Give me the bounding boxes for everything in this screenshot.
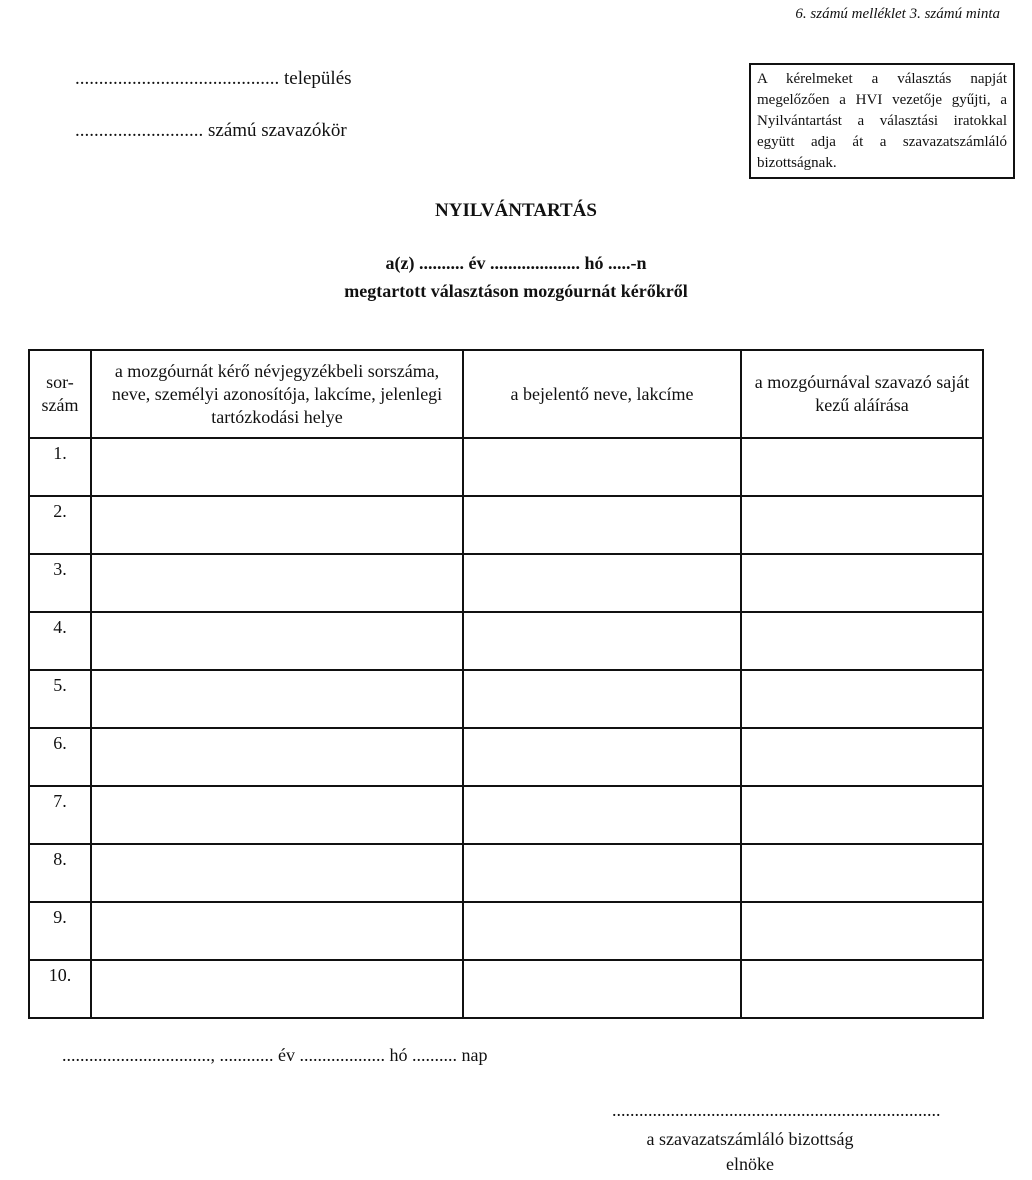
requester-cell[interactable] (91, 728, 463, 786)
document-title: NYILVÁNTARTÁS (435, 200, 597, 221)
signature-caption-line2: elnöke (726, 1154, 774, 1174)
table-row (29, 496, 983, 554)
requester-cell[interactable] (91, 670, 463, 728)
table-row (29, 670, 983, 728)
table-row (29, 728, 983, 786)
reporter-cell[interactable] (463, 728, 741, 786)
table-row (29, 612, 983, 670)
row-number: 3. (29, 554, 91, 612)
document-subtitle: megtartott választáson mozgóurnát kérőkről (344, 281, 688, 301)
table-row (29, 902, 983, 960)
signature-cell[interactable] (741, 670, 983, 728)
settlement-field: ........................................... település (75, 68, 352, 89)
reporter-cell[interactable] (463, 612, 741, 670)
table-row (29, 554, 983, 612)
signature-cell[interactable] (741, 960, 983, 1018)
signature-caption-line1: a szavazatszámláló bizottság (646, 1129, 854, 1149)
requester-cell[interactable] (91, 844, 463, 902)
row-number: 8. (29, 844, 91, 902)
header-requester: a mozgóurnát kérő névjegyzékbeli sorszáma, neve, személyi azonosítója, lakcíme, jelenlegi tartózkodási helye (91, 350, 463, 438)
header-reporter: a bejelentő neve, lakcíme (463, 350, 741, 438)
reporter-cell[interactable] (463, 960, 741, 1018)
signature-cell[interactable] (741, 728, 983, 786)
reporter-cell[interactable] (463, 670, 741, 728)
signature-cell[interactable] (741, 496, 983, 554)
annex-label: 6. számú melléklet 3. számú minta (795, 6, 1000, 22)
row-number: 4. (29, 612, 91, 670)
election-date-line: a(z) .......... év .................... hó .....-n (385, 253, 647, 273)
requester-cell[interactable] (91, 612, 463, 670)
reporter-cell[interactable] (463, 844, 741, 902)
signature-cell[interactable] (741, 844, 983, 902)
signature-line: ......................................................................... (612, 1100, 941, 1120)
polling-station-field: ........................... számú szavazókör (75, 120, 347, 141)
header-signature: a mozgóurnával szavazó saját kezű aláírása (741, 350, 983, 438)
table-row (29, 960, 983, 1018)
signature-cell[interactable] (741, 554, 983, 612)
instruction-note: A kérelmeket a választás napját megelőzően a HVI vezetője gyűjti, a Nyilvántartást a választási iratokkal együtt adja át a szavazatszámláló bizottságnak. (749, 63, 1015, 179)
requester-cell[interactable] (91, 960, 463, 1018)
signature-date-line: ................................., ............ év ................... hó .......... nap (62, 1045, 488, 1065)
row-number: 2. (29, 496, 91, 554)
requester-cell[interactable] (91, 786, 463, 844)
row-number: 5. (29, 670, 91, 728)
signature-caption (600, 1127, 900, 1177)
reporter-cell[interactable] (463, 438, 741, 496)
signature-cell[interactable] (741, 612, 983, 670)
register-table (28, 349, 984, 1019)
requester-cell[interactable] (91, 554, 463, 612)
table-header-row (29, 350, 983, 438)
reporter-cell[interactable] (463, 496, 741, 554)
table-row (29, 844, 983, 902)
signature-cell[interactable] (741, 438, 983, 496)
table-row (29, 438, 983, 496)
register-body (29, 438, 983, 1018)
signature-cell[interactable] (741, 902, 983, 960)
requester-cell[interactable] (91, 902, 463, 960)
row-number: 6. (29, 728, 91, 786)
row-number: 7. (29, 786, 91, 844)
requester-cell[interactable] (91, 496, 463, 554)
row-number: 1. (29, 438, 91, 496)
reporter-cell[interactable] (463, 554, 741, 612)
row-number: 10. (29, 960, 91, 1018)
requester-cell[interactable] (91, 438, 463, 496)
signature-cell[interactable] (741, 786, 983, 844)
header-serial-number: sor-szám (29, 350, 91, 438)
reporter-cell[interactable] (463, 902, 741, 960)
row-number: 9. (29, 902, 91, 960)
reporter-cell[interactable] (463, 786, 741, 844)
table-row (29, 786, 983, 844)
